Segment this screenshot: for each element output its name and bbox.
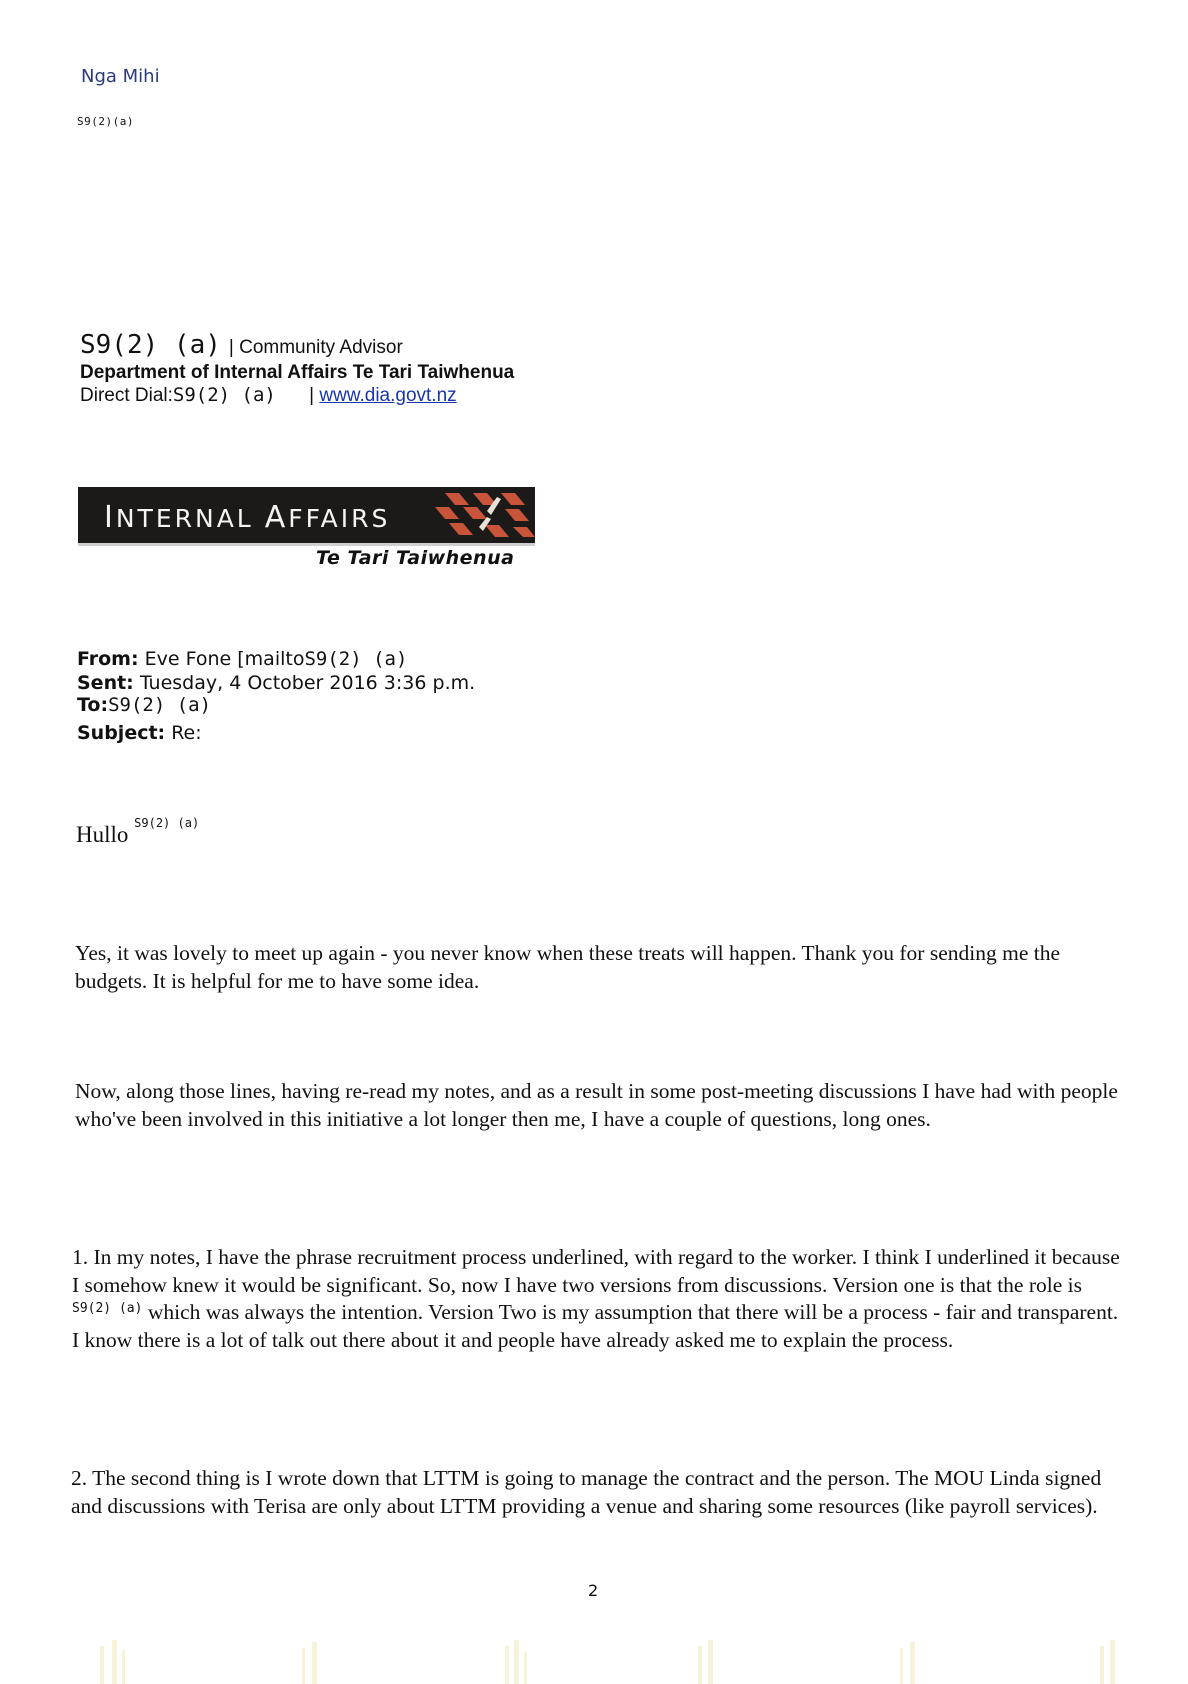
redaction-mark: S9(2) (a) xyxy=(108,694,212,716)
from-label: From: xyxy=(77,648,139,670)
email-from-line xyxy=(77,648,407,670)
body-paragraph-3 xyxy=(72,1244,1122,1354)
separator: | xyxy=(309,385,315,406)
signature-direct-dial xyxy=(80,384,640,407)
signature-department: Department of Internal Affairs Te Tari Taiwhenua xyxy=(80,362,515,383)
paragraph-3-part-1: 1. In my notes, I have the phrase recruitment process underlined, with regard to the worker. I think I underlined it because I somehow knew it would be significant. So, now I have two versions from discussions. Version one is that the role is xyxy=(72,1245,1120,1297)
redaction-mark: S9(2)(a) xyxy=(77,115,134,128)
subject-value: Re: xyxy=(171,722,202,744)
closing-greeting: Nga Mihi xyxy=(81,66,160,87)
internal-affairs-logo xyxy=(78,487,535,546)
body-paragraph-1: Yes, it was lovely to meet up again - you never know when these treats will happen. Thank you for sending me the budgets. It is helpful for me to have some idea. xyxy=(75,941,1061,993)
logo-title: INTERNAL AFFAIRS xyxy=(104,500,391,535)
body-paragraph-4: 2. The second thing is I wrote down that LTTM is going to manage the contract and the person. The MOU Linda signed and discussions with Terisa are only about LTTM providing a venue and sharing some resources (like payroll services). xyxy=(71,1466,1102,1518)
from-value: Eve Fone [mailto xyxy=(144,648,305,670)
website-link[interactable]: www.dia.govt.nz xyxy=(319,385,457,406)
scan-artifact-marks xyxy=(0,1640,1188,1684)
to-label: To: xyxy=(77,694,109,716)
subject-label: Subject: xyxy=(77,722,166,744)
redaction-mark: S9(2) (a) xyxy=(134,816,200,830)
email-subject-line xyxy=(77,722,202,744)
sent-value: Tuesday, 4 October 2016 3:36 p.m. xyxy=(139,672,476,694)
sent-label: Sent: xyxy=(77,672,134,694)
page-number: 2 xyxy=(588,1581,599,1600)
greeting-text: Hullo xyxy=(76,822,129,847)
woven-pattern-icon xyxy=(425,487,535,543)
email-to-line xyxy=(77,694,211,716)
body-paragraph-2: Now, along those lines, having re-read my notes, and as a result in some post-meeting discussions I have had with people who've been involved in this initiative a lot longer then me, I have a couple of questions, long ones. xyxy=(75,1079,1118,1131)
signature-name-line xyxy=(80,330,640,360)
redaction-mark: S9(2) (a) xyxy=(80,330,221,360)
logo-subtitle: Te Tari Taiwhenua xyxy=(316,547,515,569)
signature-role: | Community Advisor xyxy=(228,337,403,358)
paragraph-3-part-2: which was always the intention. Version Two is my assumption that there will be a process - fair and transparent. I know there is a lot of talk out there about it and people have already asked me to explain the process. xyxy=(72,1300,1119,1352)
email-greeting xyxy=(76,816,200,848)
direct-dial-label: Direct Dial: xyxy=(80,385,173,406)
redaction-mark: S9(2) (a) xyxy=(72,1301,143,1316)
email-sent-line xyxy=(77,672,475,694)
redaction-mark: S9(2) (a) xyxy=(172,384,276,406)
redaction-mark: S9(2) (a) xyxy=(304,648,408,670)
